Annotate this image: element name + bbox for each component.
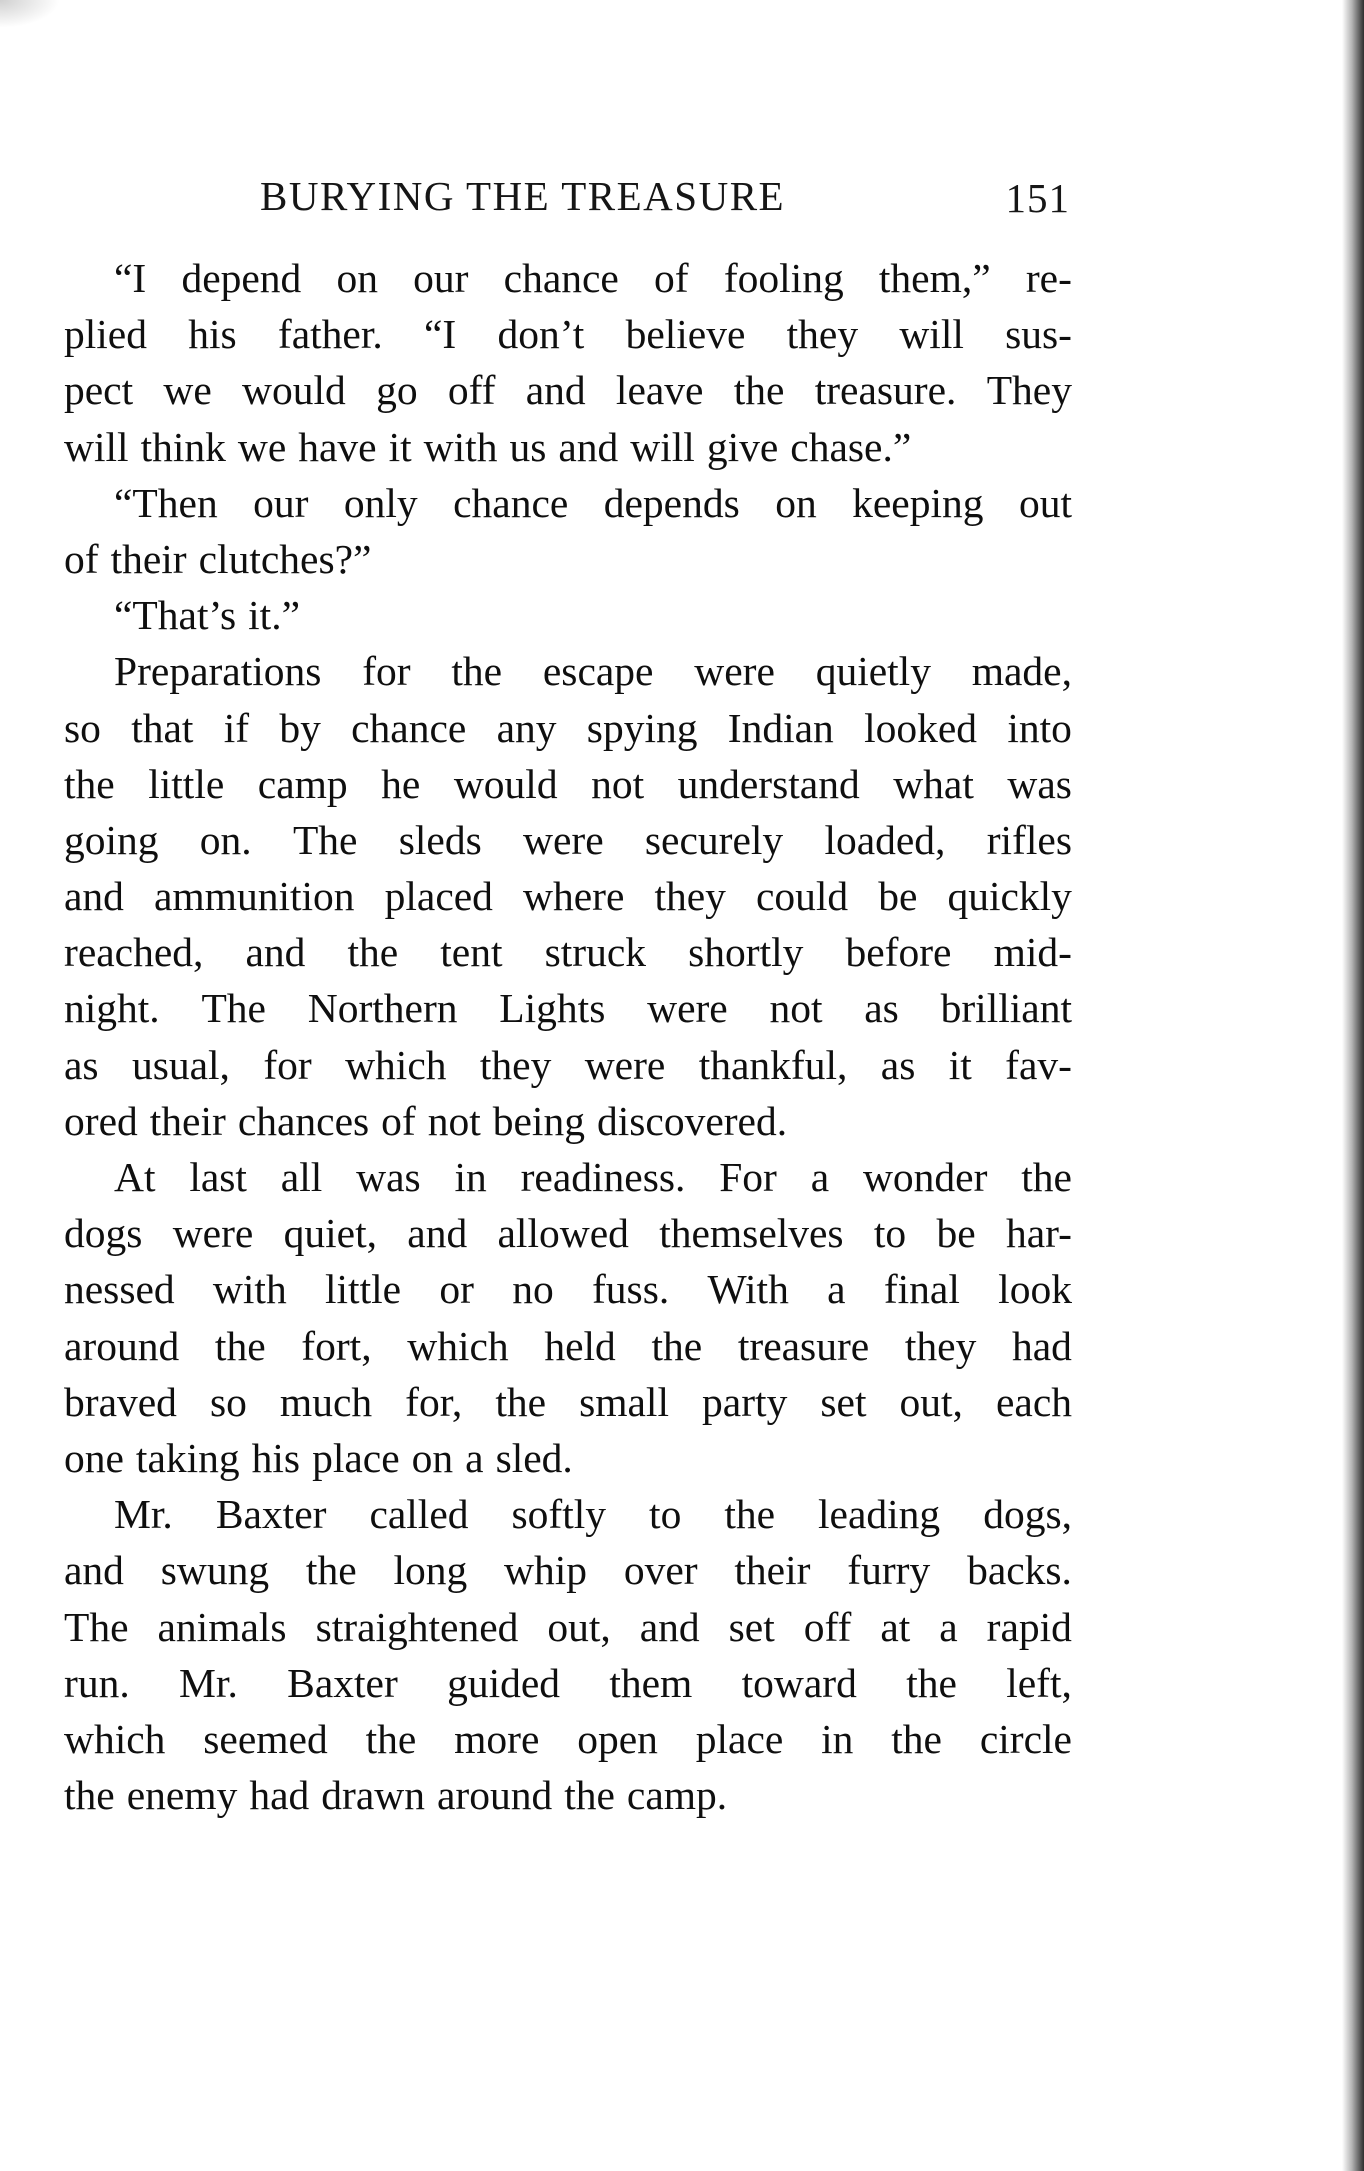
text-line — [64, 700, 1072, 756]
word: depend — [181, 255, 302, 301]
word: swung — [160, 1547, 270, 1594]
word: the — [451, 648, 503, 695]
word: backs. — [967, 1547, 1072, 1594]
word: on — [411, 1434, 454, 1481]
word: of — [381, 1097, 416, 1144]
word: The — [292, 816, 358, 863]
word: night. — [64, 985, 160, 1032]
word: will — [630, 423, 695, 470]
word: fav- — [1005, 1041, 1072, 1088]
text-line — [64, 868, 1072, 924]
word: Mr. — [179, 1659, 238, 1706]
word: going — [64, 816, 159, 863]
word: thankful, — [698, 1041, 848, 1088]
word: not — [769, 985, 823, 1032]
word: and — [64, 1547, 124, 1594]
word: dogs, — [983, 1491, 1072, 1538]
word: a — [827, 1266, 846, 1313]
word: dogs — [64, 1210, 143, 1257]
word: them,” — [878, 255, 991, 301]
word: with — [212, 1266, 287, 1313]
word: so — [64, 704, 101, 751]
word: no — [512, 1266, 554, 1313]
word: in — [821, 1715, 854, 1762]
word: chance — [503, 255, 619, 301]
word: discovered. — [596, 1097, 788, 1144]
word: shortly — [688, 929, 804, 976]
word: enemy — [126, 1772, 238, 1819]
word: camp. — [626, 1772, 728, 1819]
word: his — [188, 311, 237, 358]
paragraph — [64, 1486, 1072, 1823]
word: be — [936, 1210, 976, 1257]
word: don’t — [497, 311, 585, 358]
word: that — [131, 704, 194, 751]
word: the — [495, 1378, 547, 1425]
word: our — [413, 255, 469, 301]
text-line — [64, 1711, 1072, 1767]
word: their — [149, 1097, 226, 1144]
word: braved — [64, 1378, 177, 1425]
word: keeping — [852, 479, 984, 526]
word: reached, — [64, 929, 204, 976]
word: would — [242, 367, 346, 414]
word: the — [305, 1547, 357, 1594]
text-line — [64, 1261, 1072, 1317]
word: Mr. — [114, 1491, 173, 1538]
word: loaded, — [824, 816, 946, 863]
word: and — [525, 367, 586, 414]
word: which — [345, 1041, 447, 1088]
word: the — [1021, 1154, 1072, 1200]
word: the — [724, 1491, 776, 1538]
word: what — [893, 760, 974, 807]
word: for, — [405, 1378, 463, 1425]
word: and — [407, 1210, 468, 1257]
text-line — [64, 924, 1072, 980]
word: chances — [237, 1097, 370, 1144]
word: out, — [547, 1603, 611, 1650]
word: they — [904, 1322, 977, 1369]
word: whip — [504, 1547, 588, 1594]
word: he — [381, 760, 421, 807]
word: go — [376, 367, 418, 414]
word: would — [453, 760, 558, 807]
word: for — [362, 648, 411, 695]
word: they — [479, 1041, 552, 1088]
word: we — [163, 367, 212, 414]
word: were — [647, 985, 728, 1032]
text-line — [64, 419, 1072, 475]
word: where — [522, 873, 625, 920]
word: look — [998, 1266, 1072, 1313]
word: understand — [677, 760, 860, 807]
word: “That’s — [114, 592, 237, 639]
word: before — [845, 929, 952, 976]
word: little — [148, 760, 225, 807]
word: securely — [644, 816, 784, 863]
word: open — [577, 1715, 658, 1762]
word: treasure. — [814, 367, 957, 414]
word: quietly — [815, 648, 931, 695]
word: not — [591, 760, 645, 807]
word: wonder — [862, 1154, 988, 1200]
word: The — [64, 1603, 129, 1650]
word: made, — [971, 648, 1072, 695]
word: struck — [544, 929, 647, 976]
word: “Then — [114, 479, 218, 526]
word: leading — [818, 1491, 941, 1538]
word: place — [695, 1715, 784, 1762]
word: brilliant — [940, 985, 1072, 1032]
word: At — [114, 1154, 156, 1200]
word: escape — [542, 648, 654, 695]
word: much — [279, 1378, 373, 1425]
text-line — [64, 1430, 1072, 1486]
word: and — [558, 423, 619, 470]
word: it — [948, 1041, 972, 1088]
word: final — [883, 1266, 960, 1313]
word: the — [365, 1715, 417, 1762]
word: fort, — [301, 1322, 372, 1369]
word: quickly — [947, 873, 1072, 920]
text-line — [64, 531, 1072, 587]
word: if — [223, 704, 250, 751]
word: and — [639, 1603, 700, 1650]
word: being — [492, 1097, 585, 1144]
word: us — [509, 423, 547, 470]
text-line — [64, 980, 1072, 1036]
word: little — [324, 1266, 402, 1313]
word: in — [454, 1154, 487, 1200]
word: will — [899, 311, 964, 358]
word: around — [64, 1322, 180, 1369]
word: Baxter — [215, 1491, 327, 1538]
word: taking — [135, 1434, 240, 1481]
word: quiet, — [283, 1210, 377, 1257]
page-corner-shadow — [0, 0, 60, 28]
word: ammunition — [153, 873, 355, 920]
word: was — [1007, 760, 1072, 807]
word: which — [64, 1715, 166, 1762]
word: and — [64, 873, 124, 920]
word: sus- — [1005, 311, 1072, 358]
word: father. — [277, 311, 383, 358]
running-title: BURYING THE TREASURE — [260, 173, 786, 219]
word: each — [995, 1378, 1072, 1425]
word: treasure — [737, 1322, 870, 1369]
word: toward — [741, 1659, 857, 1706]
text-line — [64, 1149, 1072, 1205]
word: believe — [625, 311, 746, 358]
word: drawn — [321, 1772, 425, 1819]
word: They — [986, 367, 1072, 414]
word: sled. — [495, 1434, 573, 1481]
text-line — [64, 1318, 1072, 1374]
word: be — [878, 873, 918, 920]
word: rifles — [986, 816, 1072, 863]
word: out, — [899, 1378, 963, 1425]
word: seemed — [203, 1715, 328, 1762]
word: fooling — [723, 255, 844, 301]
word: the — [347, 929, 399, 976]
word: had — [1012, 1322, 1072, 1369]
body-text — [64, 250, 1072, 1823]
word: our — [253, 479, 309, 526]
word: they — [786, 311, 859, 358]
word: on. — [199, 816, 252, 863]
word: clutches?” — [198, 535, 372, 582]
text-line — [64, 306, 1072, 362]
word: Preparations — [114, 648, 322, 695]
word: small — [579, 1378, 669, 1425]
text-line — [64, 1655, 1072, 1711]
word: of — [64, 535, 99, 582]
word: held — [544, 1322, 616, 1369]
word: or — [439, 1266, 474, 1313]
word: the — [64, 760, 115, 807]
paragraph — [64, 643, 1072, 1149]
word: straightened — [315, 1603, 519, 1650]
word: mid- — [993, 929, 1072, 976]
word: any — [496, 704, 557, 751]
word: chance — [351, 704, 467, 751]
text-line — [64, 1767, 1072, 1823]
word: nessed — [64, 1266, 175, 1313]
word: party — [702, 1378, 788, 1425]
word: circle — [979, 1715, 1072, 1762]
word: were — [694, 648, 775, 695]
word: Indian — [727, 704, 834, 751]
word: a — [810, 1154, 830, 1200]
text-line — [64, 587, 1072, 643]
text-line — [64, 643, 1072, 699]
paragraph — [64, 1149, 1072, 1486]
word: off — [803, 1603, 852, 1650]
word: rapid — [986, 1603, 1072, 1650]
word: run. — [64, 1659, 130, 1706]
text-line — [64, 1093, 1072, 1149]
word: were — [523, 816, 604, 863]
word: their — [734, 1547, 811, 1594]
word: were — [172, 1210, 254, 1257]
word: left, — [1006, 1659, 1072, 1706]
word: readiness. — [520, 1154, 686, 1200]
word: depends — [603, 479, 740, 526]
word: think — [140, 423, 226, 470]
text-line — [64, 1599, 1072, 1655]
word: the — [906, 1659, 957, 1706]
word: camp — [257, 760, 348, 807]
word: all — [280, 1154, 323, 1200]
word: them — [609, 1659, 693, 1706]
word: last — [189, 1154, 247, 1200]
word: as — [880, 1041, 916, 1088]
word: called — [369, 1491, 469, 1538]
word: was — [356, 1154, 421, 1200]
word: to — [873, 1210, 907, 1257]
word: as — [864, 985, 899, 1032]
word: tent — [440, 929, 503, 976]
word: out — [1018, 479, 1072, 526]
word: “I — [423, 311, 457, 358]
word: the — [214, 1322, 266, 1369]
word: har- — [1005, 1210, 1072, 1257]
word: ored — [64, 1097, 138, 1144]
word: so — [209, 1378, 247, 1425]
word: have — [298, 423, 377, 470]
word: placed — [384, 873, 493, 920]
word: will — [64, 423, 129, 470]
word: furry — [847, 1547, 931, 1594]
word: not — [427, 1097, 481, 1144]
word: which — [407, 1322, 509, 1369]
word: leave — [615, 367, 704, 414]
word: into — [1007, 704, 1072, 751]
word: Baxter — [287, 1659, 398, 1706]
word: the — [564, 1772, 615, 1819]
word: a — [465, 1434, 484, 1481]
word: and — [245, 929, 306, 976]
word: guided — [447, 1659, 561, 1706]
word: Lights — [499, 985, 606, 1032]
word: set — [728, 1603, 775, 1650]
word: to — [649, 1491, 682, 1538]
word: re- — [1025, 255, 1072, 301]
text-line — [64, 1037, 1072, 1093]
word: fuss. — [591, 1266, 670, 1313]
word: it — [388, 423, 412, 470]
word: of — [654, 255, 689, 301]
text-line — [64, 362, 1072, 418]
word: it.” — [248, 592, 301, 639]
word: the — [733, 367, 785, 414]
word: more — [454, 1715, 540, 1762]
word: their — [110, 535, 187, 582]
text-line — [64, 812, 1072, 868]
word: the — [891, 1715, 942, 1762]
word: were — [584, 1041, 666, 1088]
word: off — [447, 367, 496, 414]
word: around — [436, 1772, 553, 1819]
word: looked — [864, 704, 978, 751]
word: chase.” — [790, 423, 912, 470]
text-line — [64, 1542, 1072, 1598]
word: spying — [586, 704, 698, 751]
word: had — [249, 1772, 310, 1819]
word: chance — [453, 479, 569, 526]
word: give — [706, 423, 779, 470]
word: they — [654, 873, 726, 920]
word: themselves — [659, 1210, 844, 1257]
word: set — [820, 1378, 867, 1425]
page-binding-edge — [1342, 0, 1364, 2171]
word: usual, — [131, 1041, 230, 1088]
word: over — [623, 1547, 698, 1594]
word: his — [251, 1434, 301, 1481]
word: allowed — [497, 1210, 629, 1257]
word: by — [279, 704, 321, 751]
word: with — [423, 423, 498, 470]
text-line — [64, 475, 1072, 531]
running-head — [260, 172, 1070, 232]
word: long — [393, 1547, 468, 1594]
word: as — [64, 1041, 99, 1088]
word: we — [237, 423, 287, 470]
word: on — [775, 479, 817, 526]
word: “I — [114, 255, 147, 301]
word: Northern — [307, 985, 458, 1032]
word: one — [64, 1434, 124, 1481]
word: could — [755, 873, 849, 920]
word: plied — [64, 311, 147, 358]
text-line — [64, 1374, 1072, 1430]
word: only — [343, 479, 418, 526]
word: at — [880, 1603, 911, 1650]
paragraph — [64, 250, 1072, 475]
word: animals — [157, 1603, 287, 1650]
word: the — [64, 1772, 115, 1819]
paragraph — [64, 587, 1072, 643]
word: the — [651, 1322, 703, 1369]
word: The — [201, 985, 266, 1032]
word: For — [719, 1154, 777, 1200]
word: pect — [64, 367, 134, 414]
text-line — [64, 1486, 1072, 1542]
word: place — [312, 1434, 400, 1481]
page-number: 151 — [1005, 175, 1070, 221]
word: softly — [511, 1491, 607, 1538]
paragraph — [64, 475, 1072, 587]
word: sleds — [398, 816, 482, 863]
text-line — [64, 756, 1072, 812]
word: on — [336, 255, 378, 301]
word: for — [263, 1041, 312, 1088]
text-line — [64, 1205, 1072, 1261]
word: a — [939, 1603, 958, 1650]
text-line — [64, 250, 1072, 306]
word: With — [707, 1266, 789, 1313]
